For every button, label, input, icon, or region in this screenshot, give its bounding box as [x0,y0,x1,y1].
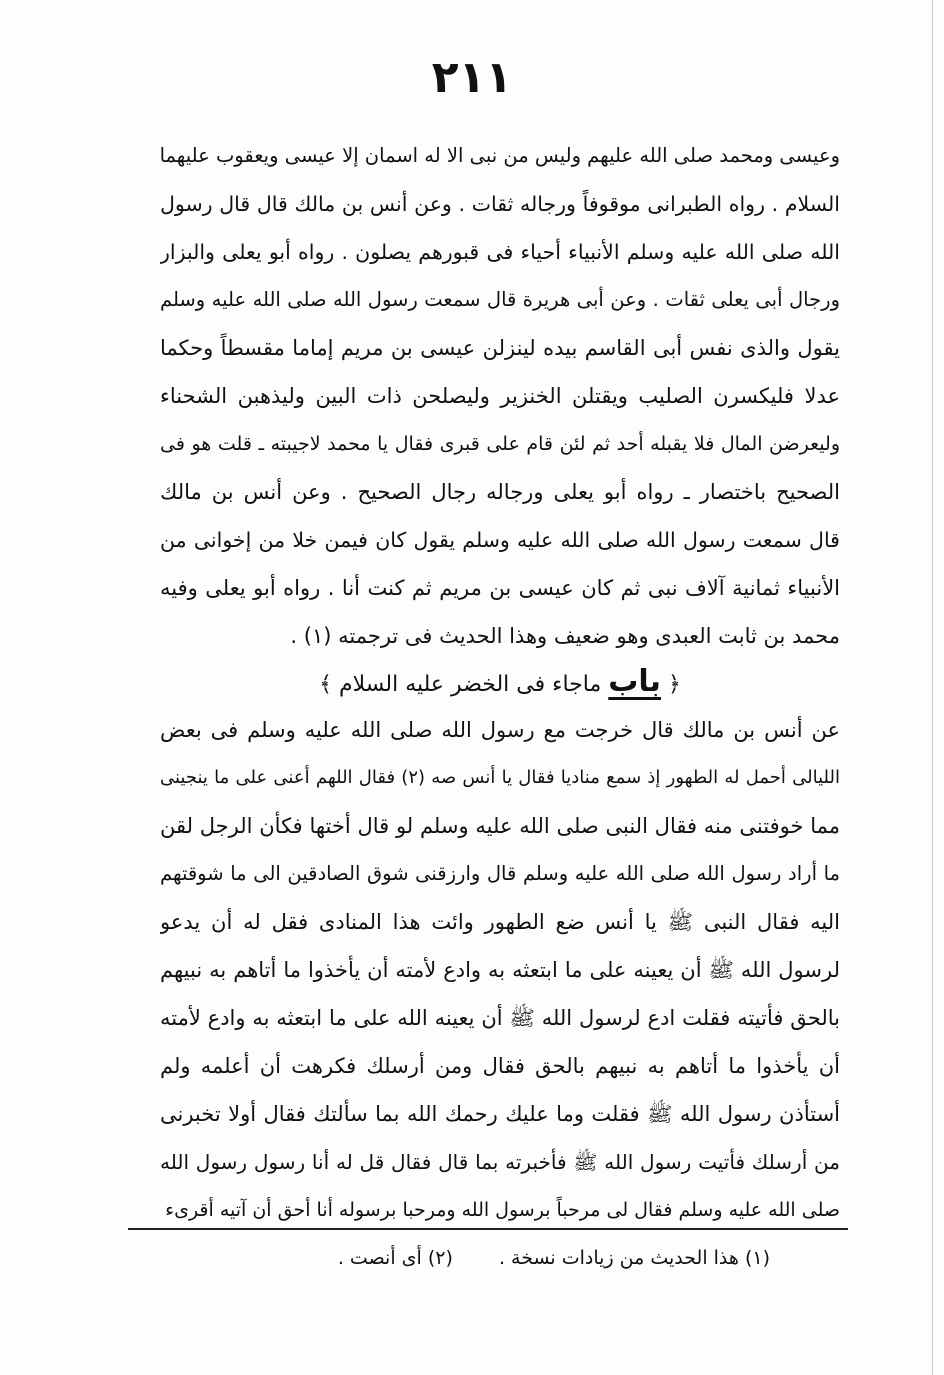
text-line: محمد بن ثابت العبدى وهو ضعيف وهذا الحديث فى ترجمته (١) . [290,624,840,648]
footnote-1: (١) هذا الحديث من زيادات نسخة . [498,1247,770,1269]
footnote-2: (٢) أى أنصت . [337,1247,453,1269]
text-line: أن يأخذوا ما أتاهم به نبيهم بالحق فقال ومن أرسلك فكرهت أن أعلمه ولم [160,1054,840,1078]
page-number: ٢١١ [431,52,513,103]
footnotes [160,1238,770,1278]
text-line: مما خوفتنى منه فقال النبى صلى الله عليه وسلم لو قال أختها فكأن الرجل لقن [160,814,840,838]
heading-bab-word: باب [608,664,661,699]
text-line: بالحق فأتيته فقلت ادع لرسول الله ﷺ أن يعينه الله على ما ابتعثه به وادع لأمته [160,1006,840,1030]
text-line: يقول والذى نفس أبى القاسم بيده لينزلن عيسى بن مريم إماما مقسطاً وحكما [160,336,840,360]
text-line: ورجال أبى يعلى ثقات . وعن أبى هريرة قال سمعت رسول الله صلى الله عليه وسلم [160,288,840,311]
text-line: أستأذن رسول الله ﷺ فقلت وما عليك رحمك الله بما سألتك فقال أولا تخبرنى [160,1102,840,1126]
text-line: الأنبياء ثمانية آلاف نبى ثم كان عيسى بن مريم ثم كنت أنا . رواه أبو يعلى وفيه [160,576,840,600]
text-line: السلام . رواه الطبرانى موقوفاً ورجاله ثقات . وعن أنس بن مالك قال قال رسول [160,192,840,216]
footnote-divider [128,1228,848,1230]
text-line: قال سمعت رسول الله صلى الله عليه وسلم يقول كان فيمن خلا من إخوانى من [160,528,840,552]
text-line: عدلا فليكسرن الصليب ويقتلن الخنزير وليصلحن ذات البين وليذهبن الشحناء [160,384,840,408]
heading-open-bracket: ﴿ [667,672,681,697]
text-line: وعيسى ومحمد صلى الله عليهم وليس من نبى الا له اسمان إلا عيسى ويعقوب عليهما [160,144,840,167]
text-line: الصحيح باختصار ـ رواه أبو يعلى ورجاله رجال الصحيح . وعن أنس بن مالك [160,480,840,504]
text-line: وليعرضن المال فلا يقبله أحد ثم لئن قام على قبرى فقال يا محمد لاجيبته ـ قلت هو فى [160,433,840,455]
text-line: الليالى أحمل له الطهور إذ سمع مناديا فقال يا أنس صه (٢) فقال اللهم أعنى على ما ينجينى [160,767,840,788]
text-line: صلى الله عليه وسلم فقال لى مرحباً برسول الله ومرحبا برسوله أنا أحق أن آتيه أقرىء [165,1199,840,1221]
binding-gutter-line [932,0,933,1375]
paragraph-khidr-chapter [160,706,840,1234]
text-line: اليه فقال النبى ﷺ يا أنس ضع الطهور وائت هذا المنادى فقل له أن يدعو [160,910,840,934]
text-line: عن أنس بن مالك قال خرجت مع رسول الله صلى الله عليه وسلم فى بعض [160,718,840,742]
text-line: من أرسلك فأتيت رسول الله ﷺ فأخبرته بما قال فقال قل له أنا رسول رسول الله [160,1150,840,1174]
text-line: الله صلى الله عليه وسلم الأنبياء أحياء فى قبورهم يصلون . رواه أبو يعلى والبزار [160,240,840,264]
paragraph-hadith-collection [160,132,840,660]
heading-close-bracket: ﴾ [319,672,333,697]
text-line: لرسول الله ﷺ أن يعينه على ما ابتعثه به وادع لأمته أن يأخذوا ما أتاهم به نبيهم [160,958,840,982]
heading-title: ماجاء فى الخضر عليه السلام [339,672,602,697]
text-line: ما أراد رسول الله صلى الله عليه وسلم قال وارزقنى شوق الصادقين الى ما شوقتهم [160,862,840,885]
chapter-heading [160,658,840,706]
